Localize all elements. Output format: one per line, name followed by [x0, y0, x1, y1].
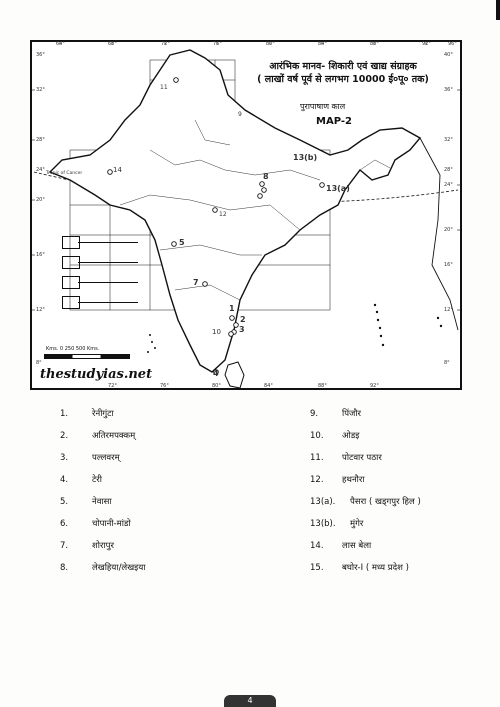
map-title: [228, 60, 458, 86]
top-tick: 64°: [56, 41, 65, 47]
site-marker-label: 2: [240, 315, 246, 324]
list-item: [60, 408, 114, 419]
site-marker-label: 9: [238, 111, 242, 118]
list-item-name: अतिरमपक्कम्: [92, 431, 136, 441]
right-tick: 32°: [444, 137, 453, 143]
site-marker-label: 5: [179, 238, 185, 247]
list-item: [60, 474, 102, 485]
site-marker-label: 11: [160, 84, 168, 91]
list-item-num: 15.: [310, 563, 324, 573]
right-tick: 28°: [444, 167, 453, 173]
list-item: [60, 562, 145, 573]
left-tick: 24°: [36, 167, 45, 173]
list-item-num: 9.: [310, 409, 319, 419]
map-code: MAP-2: [316, 116, 352, 127]
list-item: [310, 562, 409, 573]
list-item-name: हथनौरा: [342, 475, 365, 485]
list-item-name: पोटवार पठार: [342, 453, 382, 463]
list-item-num: 5.: [60, 497, 69, 507]
legend-line: [78, 262, 138, 263]
brand-watermark: thestudyias.net: [40, 367, 153, 382]
list-item-num: 7.: [60, 541, 69, 551]
left-tick: 16°: [36, 252, 45, 258]
site-marker-label: 7: [193, 278, 199, 287]
list-item-num: 12.: [310, 475, 324, 485]
right-tick: 20°: [444, 227, 453, 233]
list-item: [310, 452, 382, 463]
list-item: [60, 518, 131, 529]
list-item: [310, 430, 359, 441]
list-item: [60, 430, 135, 441]
top-tick: 92°: [422, 41, 431, 47]
list-item-num: 13(a).: [310, 497, 336, 507]
right-tick: 8°: [444, 360, 450, 366]
list-item: [310, 474, 365, 485]
site-marker-label: 10: [212, 328, 221, 336]
tropic-label: Tropic of Cancer: [46, 171, 83, 176]
list-item-name: ओडइ: [342, 431, 360, 441]
top-tick: 76°: [213, 41, 222, 47]
left-tick: 8°: [36, 360, 42, 366]
right-tick: 36°: [444, 87, 453, 93]
top-tick: 96°: [448, 41, 457, 47]
top-tick: 68°: [108, 41, 117, 47]
top-tick: 84°: [318, 41, 327, 47]
right-tick: 12°: [444, 307, 453, 313]
list-item-num: 1.: [60, 409, 69, 419]
list-item-name: पैसरा ( खड्गपुर हिल ): [350, 497, 421, 507]
legend-line: [78, 242, 138, 243]
list-item-num: 8.: [60, 563, 69, 573]
map-title-line2: ( लाखों वर्ष पूर्व से लगभग 10000 ई०पू० तक): [257, 74, 429, 85]
scale-label: Kms. 0 250 500 Kms.: [46, 346, 100, 352]
list-item-num: 13(b).: [310, 519, 336, 529]
list-item-name: लास बेला: [342, 541, 372, 551]
list-item-num: 4.: [60, 475, 69, 485]
legend-line: [78, 282, 138, 283]
list-item-num: 2.: [60, 431, 69, 441]
site-marker-label: 4: [213, 369, 219, 378]
top-tick: 88°: [370, 41, 379, 47]
map-subtitle: पुरापाषाण काल: [300, 102, 346, 111]
site-marker-label: 13(b): [293, 153, 318, 162]
list-item-num: 6.: [60, 519, 69, 529]
site-marker-label: 8: [263, 172, 269, 181]
list-item-num: 11.: [310, 453, 324, 463]
top-tick: 80°: [266, 41, 275, 47]
list-item-num: 10.: [310, 431, 324, 441]
site-marker-label: 1: [229, 304, 235, 313]
list-item-num: 3.: [60, 453, 69, 463]
page-number: 4: [224, 695, 276, 707]
right-tick: 16°: [444, 262, 453, 268]
bottom-tick: 72°: [108, 383, 117, 389]
list-item: [60, 496, 112, 507]
bottom-tick: 88°: [318, 383, 327, 389]
list-item: [60, 452, 120, 463]
right-tick: 24°: [444, 182, 453, 188]
list-item: [60, 540, 114, 551]
bottom-tick: 80°: [212, 383, 221, 389]
left-tick: 32°: [36, 87, 45, 93]
left-tick: 36°: [36, 52, 45, 58]
bottom-tick: 84°: [264, 383, 273, 389]
scale-bar: [44, 354, 130, 359]
legend-line: [78, 302, 138, 303]
list-item-name: शोरापुर: [92, 541, 114, 551]
bottom-tick: 92°: [370, 383, 379, 389]
list-item-name: चोपानी-मांडो: [92, 519, 131, 529]
top-tick: 72°: [161, 41, 170, 47]
left-tick: 28°: [36, 137, 45, 143]
list-item-name: टेरी: [92, 475, 102, 485]
list-item: [310, 540, 371, 551]
list-item-name: पिंजौर: [342, 409, 362, 419]
list-item-name: लेखहिया/लेखइया: [92, 563, 146, 573]
list-item-name: रेनीगुंटा: [92, 409, 114, 419]
list-item-num: 14.: [310, 541, 324, 551]
bottom-tick: 76°: [160, 383, 169, 389]
map-title-line1: आरंभिक मानव- शिकारी एवं खाद्य संग्राहक: [269, 61, 417, 72]
list-item-name: मुंगेर: [350, 519, 364, 529]
left-tick: 12°: [36, 307, 45, 313]
list-item: [310, 408, 361, 419]
list-item: [310, 518, 363, 529]
site-marker-label: 14: [113, 166, 122, 174]
site-marker-label: 13(a): [326, 184, 350, 193]
list-item: [310, 496, 421, 507]
site-marker-label: 3: [239, 325, 245, 334]
list-item-name: पल्लवरम्: [92, 453, 120, 463]
left-tick: 20°: [36, 197, 45, 203]
right-tick: 40°: [444, 52, 453, 58]
site-marker-label: 12: [219, 211, 227, 218]
list-item-name: नेवासा: [92, 497, 112, 507]
list-item-name: बघोर-I ( मध्य प्रदेश ): [342, 563, 409, 573]
